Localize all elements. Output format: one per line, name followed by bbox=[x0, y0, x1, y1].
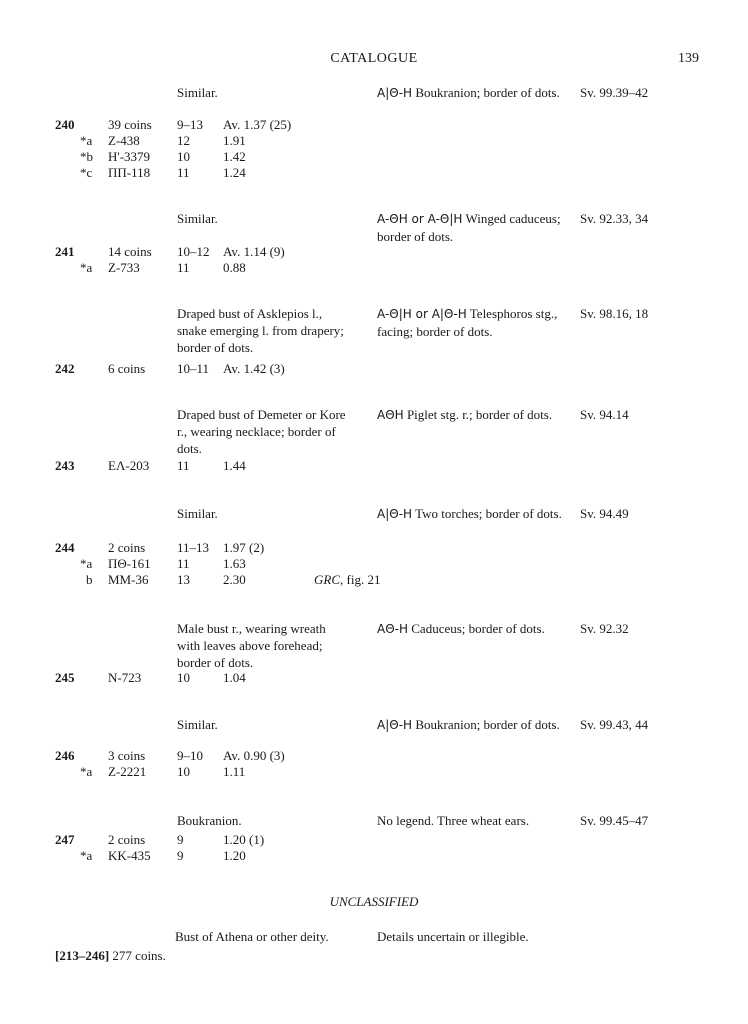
die-axis: 11 bbox=[177, 556, 190, 571]
weight: Av. 1.37 (25) bbox=[223, 117, 292, 132]
weight: 1.04 bbox=[223, 670, 246, 685]
specimen-id: KK-435 bbox=[108, 848, 151, 863]
weight: 1.42 bbox=[223, 149, 246, 164]
die-axis: 10 bbox=[177, 764, 190, 779]
reverse-description bbox=[377, 716, 562, 734]
weight: 1.91 bbox=[223, 133, 246, 148]
die-axis: 11–13 bbox=[177, 540, 210, 555]
page-number: 139 bbox=[678, 51, 699, 66]
obverse-description: Similar. bbox=[177, 506, 218, 521]
coin-count: 14 coins bbox=[108, 244, 152, 259]
specimen-id: N-723 bbox=[108, 670, 142, 685]
obverse-description: Similar. bbox=[177, 717, 218, 732]
die-axis: 9–10 bbox=[177, 748, 203, 763]
specimen-id: H'-3379 bbox=[108, 149, 151, 164]
weight: 1.11 bbox=[223, 764, 246, 779]
die-axis: 12 bbox=[177, 133, 190, 148]
coin-legend: AΘ-H bbox=[377, 622, 409, 636]
weight: 2.30 bbox=[223, 572, 246, 587]
unclassified-summary bbox=[55, 947, 166, 964]
weight: Av. 1.14 (9) bbox=[223, 244, 285, 259]
obverse-description: Male bust r., wearing wreath with leaves above forehead; border of dots. bbox=[177, 621, 326, 670]
coin-legend: A|Θ-H bbox=[377, 718, 413, 732]
specimen-letter: *a bbox=[80, 133, 93, 148]
entry-number: 244 bbox=[55, 540, 75, 555]
coin-count: 2 coins bbox=[108, 832, 146, 847]
reference: Sv. 94.49 bbox=[580, 506, 629, 521]
reference: Sv. 92.32 bbox=[580, 621, 629, 636]
coin-legend: AΘH bbox=[377, 408, 404, 422]
specimen-letter: *c bbox=[80, 165, 93, 180]
weight: 1.97 (2) bbox=[223, 540, 265, 555]
coin-legend: A-Θ|H or A|Θ-H bbox=[377, 307, 467, 321]
entry-range: [213–246] bbox=[55, 948, 110, 963]
obverse-description: Similar. bbox=[177, 211, 218, 226]
die-axis: 13 bbox=[177, 572, 190, 587]
unclassified-count: 277 coins. bbox=[109, 948, 166, 963]
specimen-letter: *a bbox=[80, 260, 93, 275]
die-axis: 10–12 bbox=[177, 244, 210, 259]
reverse-description bbox=[377, 84, 562, 102]
unclassified-obverse: Bust of Athena or other deity. bbox=[175, 929, 329, 944]
reference: Sv. 92.33, 34 bbox=[580, 211, 649, 226]
specimen-letter: *b bbox=[80, 149, 93, 164]
obverse-description: Draped bust of Demeter or Kore r., wearing necklace; border of dots. bbox=[177, 407, 346, 456]
die-axis: 10 bbox=[177, 670, 190, 685]
reference: Sv. 98.16, 18 bbox=[580, 306, 649, 321]
specimen-id: ΠΘ-161 bbox=[108, 556, 151, 571]
obverse-description: Similar. bbox=[177, 85, 218, 100]
figure-ref: , fig. 21 bbox=[340, 572, 381, 587]
publication-note bbox=[314, 571, 380, 588]
weight: 1.24 bbox=[223, 165, 246, 180]
coin-legend: A|Θ-H bbox=[377, 86, 413, 100]
coin-count: 2 coins bbox=[108, 540, 146, 555]
coin-count: 6 coins bbox=[108, 361, 146, 376]
specimen-id: Z-438 bbox=[108, 133, 140, 148]
coin-count: 3 coins bbox=[108, 748, 146, 763]
reverse-type: Boukranion; border of dots. bbox=[415, 717, 560, 732]
coin-count: 39 coins bbox=[108, 117, 152, 132]
reverse-type: Boukranion; border of dots. bbox=[415, 85, 560, 100]
reverse-description bbox=[377, 305, 562, 340]
entry-number: 246 bbox=[55, 748, 75, 763]
coin-legend: A-ΘH or A-Θ|H bbox=[377, 212, 463, 226]
weight: 1.63 bbox=[223, 556, 246, 571]
reference: Sv. 94.14 bbox=[580, 407, 629, 422]
running-header: CATALOGUE bbox=[330, 51, 418, 66]
entry-number: 245 bbox=[55, 670, 75, 685]
die-axis: 11 bbox=[177, 165, 190, 180]
reverse-type: Telesphoros stg., facing; border of dots. bbox=[377, 306, 558, 339]
entry-number: 247 bbox=[55, 832, 75, 847]
reverse-description bbox=[377, 210, 562, 245]
reverse-description bbox=[377, 505, 562, 523]
die-axis: 9 bbox=[177, 832, 184, 847]
reverse-description bbox=[377, 406, 577, 424]
die-axis: 11 bbox=[177, 260, 190, 275]
entry-number: 242 bbox=[55, 361, 75, 376]
die-axis: 10–11 bbox=[177, 361, 210, 376]
weight: Av. 0.90 (3) bbox=[223, 748, 285, 763]
reverse-type: Piglet stg. r.; border of dots. bbox=[406, 407, 553, 422]
specimen-id: Z-733 bbox=[108, 260, 140, 275]
entry-number: 241 bbox=[55, 244, 75, 259]
specimen-letter: *a bbox=[80, 556, 93, 571]
specimen-id: Z-2221 bbox=[108, 764, 147, 779]
specimen-id: EΛ-203 bbox=[108, 458, 150, 473]
reverse-type: Winged caduceus; border of dots. bbox=[377, 211, 561, 244]
reference: Sv. 99.45–47 bbox=[580, 813, 649, 828]
die-axis: 11 bbox=[177, 458, 190, 473]
weight: 1.44 bbox=[223, 458, 246, 473]
reference: Sv. 99.39–42 bbox=[580, 85, 649, 100]
section-heading-unclassified: UNCLASSIFIED bbox=[329, 894, 419, 909]
weight: 1.20 (1) bbox=[223, 832, 265, 847]
specimen-letter: b bbox=[86, 572, 93, 587]
die-axis: 9 bbox=[177, 848, 184, 863]
entry-number: 243 bbox=[55, 458, 75, 473]
unclassified-reverse: Details uncertain or illegible. bbox=[377, 929, 529, 944]
weight: Av. 1.42 (3) bbox=[223, 361, 285, 376]
reverse-type: Two torches; border of dots. bbox=[415, 506, 562, 521]
reverse-description bbox=[377, 620, 577, 638]
obverse-description: Boukranion. bbox=[177, 813, 242, 828]
reference: Sv. 99.43, 44 bbox=[580, 717, 649, 732]
entry-number: 240 bbox=[55, 117, 75, 132]
specimen-id: ΠΠ-118 bbox=[108, 165, 151, 180]
specimen-id: MM-36 bbox=[108, 572, 149, 587]
coin-legend: A|Θ-H bbox=[377, 507, 413, 521]
reverse-description: No legend. Three wheat ears. bbox=[377, 813, 530, 828]
publication-title: GRC bbox=[314, 572, 340, 587]
die-axis: 10 bbox=[177, 149, 190, 164]
weight: 1.20 bbox=[223, 848, 246, 863]
obverse-description: Draped bust of Asklepios l., snake emerging l. from drapery; border of dots. bbox=[177, 306, 344, 355]
specimen-letter: *a bbox=[80, 848, 93, 863]
die-axis: 9–13 bbox=[177, 117, 203, 132]
weight: 0.88 bbox=[223, 260, 246, 275]
specimen-letter: *a bbox=[80, 764, 93, 779]
reverse-type: Caduceus; border of dots. bbox=[411, 621, 545, 636]
